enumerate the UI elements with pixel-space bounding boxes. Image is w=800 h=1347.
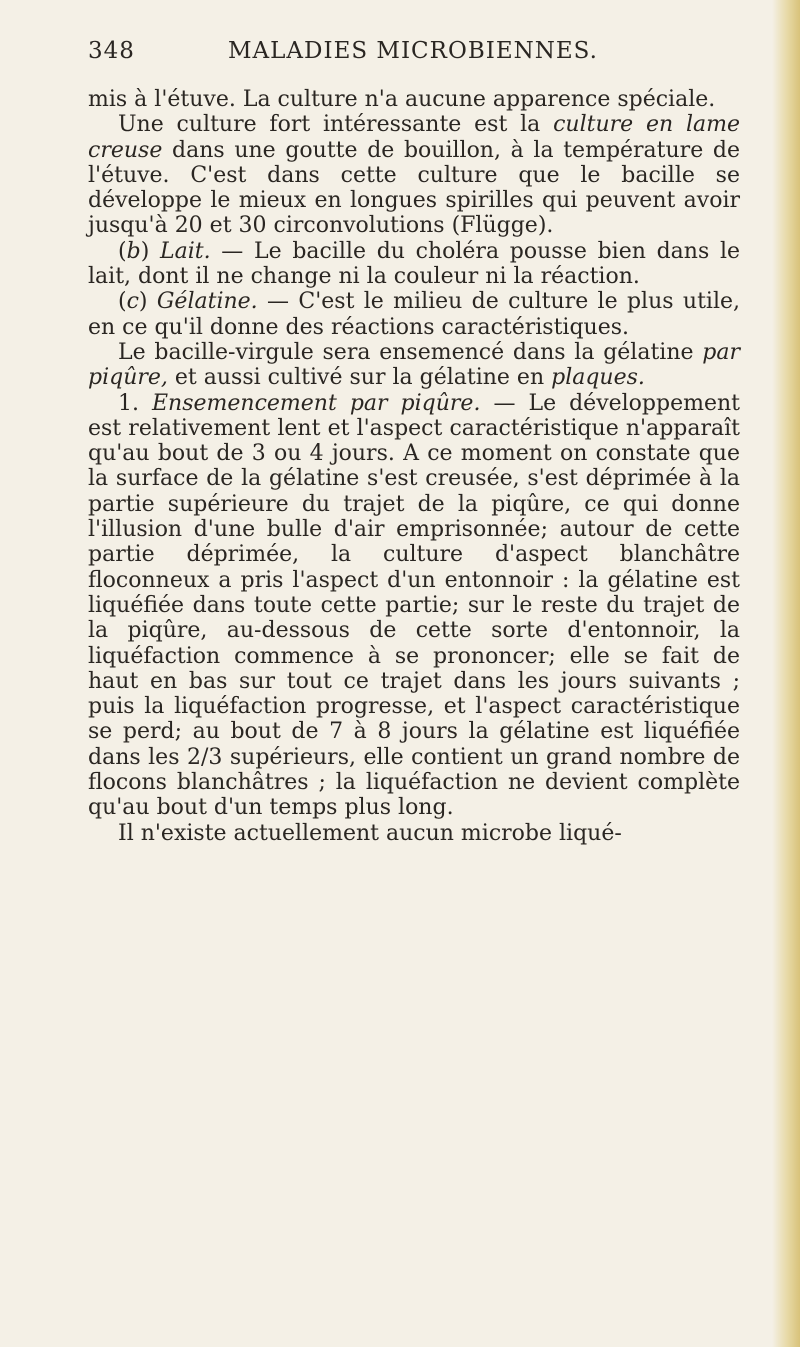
paragraph <box>88 289 740 340</box>
italic-text: c <box>126 289 139 315</box>
text-run: ) <box>138 289 157 315</box>
text-run: mis à l'étuve. La culture n'a aucune apparence spéciale. <box>88 87 716 112</box>
text-run: — Le développement est relativement lent et l'aspect caractéristique n'apparaît qu'au bout de 3 ou 4 jours. A ce moment on constate que la surface de la gélatine s'est creusée, s'est déprimée à la partie supérieure du trajet de la piqûre, ce qui donne l'illusion d'une bulle d'air emprisonnée; autour de cette partie déprimée, la culture d'aspect blanchâtre floconneux a pris l'aspect d'un entonnoir : la gélatine est liquéfiée dans toute cette partie; sur le reste du trajet de la piqûre, au-dessous de cette sorte d'entonnoir, la liquéfaction commence à se prononcer; elle se fait de haut en bas sur tout ce trajet dans les jours suivants ; puis la liquéfaction progresse, et l'aspect caractéristique se perd; au bout de 7 à 8 jours la gélatine est liquéfiée dans les 2/3 supérieurs, elle contient un grand nombre de flocons blanchâtres ; la liquéfaction ne devient complète qu'au bout d'un temps plus long. <box>88 390 741 821</box>
italic-text: Lait. <box>159 238 211 264</box>
italic-text: b <box>126 238 141 264</box>
text-run: Il n'existe actuellement aucun microbe liqué- <box>118 820 622 846</box>
paragraph <box>88 340 740 391</box>
italic-text: culture en lame creuse <box>88 112 741 163</box>
body-text <box>88 87 740 846</box>
page-edge-shadow <box>772 0 800 1347</box>
paragraph <box>88 821 740 846</box>
italic-text: Gélatine. <box>156 289 258 315</box>
running-header <box>88 38 728 88</box>
paragraph <box>88 239 740 290</box>
page-number: 348 <box>88 38 135 64</box>
text-run: Une culture fort intéressante est la <box>118 112 554 138</box>
text-run: Le bacille-virgule sera ensemencé dans la gélatine <box>118 339 703 365</box>
italic-text: Ensemencement par piqûre. <box>152 390 481 416</box>
text-run: dans une goutte de bouillon, à la température de l'étuve. C'est dans cette culture que le bacille se développe le mieux en longues spirilles qui peuvent avoir jusqu'à 20 et 30 circonvolutions (Flügge). <box>88 137 740 239</box>
text-run: — C'est le milieu de culture le plus utile, en ce qu'il donne des réactions caractéristiques. <box>88 289 740 340</box>
running-title: MALADIES MICROBIENNES. <box>228 38 598 64</box>
text-run: ( <box>118 238 127 264</box>
text-run: 1. <box>118 390 152 416</box>
paragraph <box>88 87 740 112</box>
text-run: ) <box>140 238 160 264</box>
paragraph <box>88 391 740 821</box>
italic-text: par piqûre, <box>88 339 740 391</box>
text-run: et aussi cultivé sur la gélatine en <box>167 365 552 391</box>
text-run: — Le bacille du choléra pousse bien dans le lait, dont il ne change ni la couleur ni la réaction. <box>88 238 741 290</box>
text-run: ( <box>118 289 127 315</box>
paragraph <box>88 112 740 238</box>
italic-text: plaques. <box>551 365 645 391</box>
